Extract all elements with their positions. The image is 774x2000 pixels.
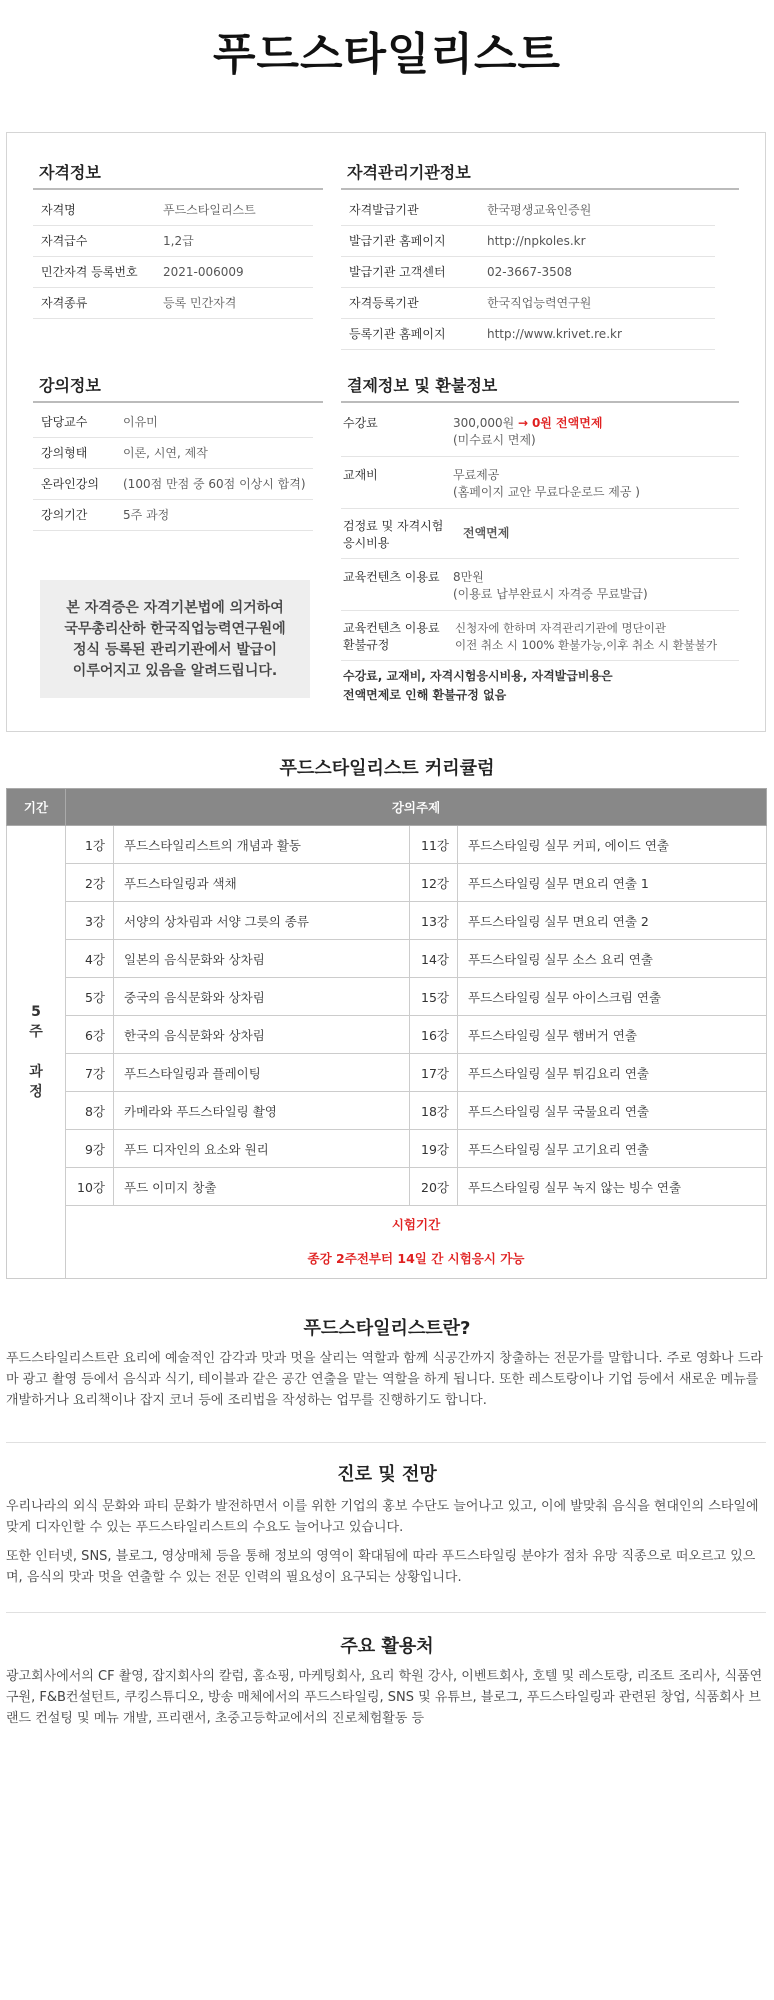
page-title: 푸드스타일리스트	[212, 29, 562, 80]
lesson-number: 7강	[66, 1054, 114, 1092]
refund-footer-line: 전액면제로 인해 환불규정 없음	[343, 688, 507, 702]
lesson-topic: 푸드스타일리스트의 개념과 활동	[114, 826, 410, 864]
lesson-number: 6강	[66, 1016, 114, 1054]
table-row	[7, 1092, 767, 1130]
agency-key: 발급기관 홈페이지	[349, 234, 446, 248]
agency-homepage-link[interactable]: http://npkoles.kr	[487, 234, 586, 248]
lesson-number: 2강	[66, 864, 114, 902]
lesson-topic: 푸드 디자인의 요소와 원리	[114, 1130, 410, 1168]
refund-value-2: 이전 취소 시 100% 환불가능,이후 취소 시 환불불가	[455, 638, 718, 652]
tuition-value	[453, 415, 602, 432]
table-row	[7, 1130, 767, 1168]
course-info-title: 강의정보	[39, 376, 101, 395]
table-row	[7, 978, 767, 1016]
lesson-number: 4강	[66, 940, 114, 978]
agency-row	[341, 257, 715, 288]
lesson-number: 1강	[66, 826, 114, 864]
qual-row	[33, 195, 313, 226]
qual-info-divider	[33, 188, 323, 190]
notice-line: 이루어지고 있음을 알려드립니다.	[72, 663, 278, 679]
lesson-topic: 한국의 음식문화와 상차림	[114, 1016, 410, 1054]
qual-key: 자격급수	[41, 234, 88, 248]
qual-row	[33, 288, 313, 319]
career-title: 진로 및 전망	[337, 1464, 437, 1485]
exam-period-cell	[66, 1206, 767, 1279]
agency-key: 자격발급기관	[349, 203, 419, 217]
lesson-topic: 푸드스타일링 실무 소스 요리 연출	[458, 940, 767, 978]
qual-key: 민간자격 등록번호	[41, 265, 138, 279]
qual-key: 자격종류	[41, 296, 88, 310]
qual-value: 2021-006009	[163, 265, 244, 279]
lesson-topic: 푸드스타일링 실무 아이스크림 연출	[458, 978, 767, 1016]
qual-value: 푸드스타일리스트	[163, 203, 256, 217]
tuition-row	[341, 407, 739, 457]
lesson-number: 3강	[66, 902, 114, 940]
payment-info-divider	[341, 401, 739, 403]
arrow-icon: →	[518, 416, 529, 430]
material-value: 무료제공	[453, 468, 500, 482]
exam-period-row	[7, 1206, 767, 1279]
content-fee-value: 8만원	[453, 570, 484, 584]
agency-row	[341, 226, 715, 257]
refund-label-2: 환불규정	[343, 638, 390, 652]
lesson-topic: 푸드스타일링 실무 고기요리 연출	[458, 1130, 767, 1168]
curriculum-title: 푸드스타일리스트 커리큘럼	[279, 758, 495, 779]
lesson-topic: 일본의 음식문화와 상차림	[114, 940, 410, 978]
section-divider	[6, 1442, 766, 1443]
course-value: (100점 만점 중 60점 이상시 합격)	[123, 477, 306, 491]
lesson-number: 5강	[66, 978, 114, 1016]
registry-homepage-link[interactable]: http://www.krivet.re.kr	[487, 327, 622, 341]
course-info-divider	[33, 401, 323, 403]
lesson-number: 11강	[410, 826, 458, 864]
refund-footer-line: 수강료, 교재비, 자격시험응시비용, 자격발급비용은	[343, 669, 613, 683]
agency-value: 한국직업능력연구원	[487, 296, 592, 310]
course-row	[33, 407, 313, 438]
period-cell	[7, 826, 66, 1279]
exam-fee-label-2: 응시비용	[343, 536, 390, 550]
exam-fee-row	[341, 511, 739, 559]
refund-row	[341, 613, 739, 661]
lesson-topic: 푸드스타일링 실무 커피, 에이드 연출	[458, 826, 767, 864]
curriculum-table	[6, 788, 767, 1279]
course-key: 온라인강의	[41, 477, 99, 491]
course-value: 이론, 시연, 제작	[123, 446, 208, 460]
lesson-topic: 푸드스타일링 실무 국물요리 연출	[458, 1092, 767, 1130]
table-row	[7, 1016, 767, 1054]
notice-box	[40, 580, 310, 698]
agency-key: 발급기관 고객센터	[349, 265, 446, 279]
exam-period-text: 종강 2주전부터 14일 간 시험응시 가능	[307, 1251, 525, 1266]
lesson-number: 9강	[66, 1130, 114, 1168]
agency-row	[341, 319, 715, 350]
lesson-topic: 푸드스타일링과 플레이팅	[114, 1054, 410, 1092]
career-text-2: 또한 인터넷, SNS, 블로그, 영상매체 등을 통해 정보의 영역이 확대됨에 따라 푸드스타일링 분야가 점차 유망 직종으로 떠오르고 있으며, 음식의 맛과 멋을 연출할 수 있는 전문 인력의 필요성이 요구되는 상황입니다.	[6, 1549, 756, 1585]
qual-row	[33, 257, 313, 288]
tuition-free: 0원 전액면제	[531, 416, 603, 430]
agency-key: 등록기관 홈페이지	[349, 327, 446, 341]
period-text: 과	[29, 1064, 43, 1080]
lesson-topic: 중국의 음식문화와 상차림	[114, 978, 410, 1016]
course-value: 5주 과정	[123, 508, 170, 522]
lesson-number: 16강	[410, 1016, 458, 1054]
tuition-label: 수강료	[343, 416, 378, 430]
qual-value: 등록 민간자격	[163, 296, 237, 310]
table-row	[7, 864, 767, 902]
about-title: 푸드스타일리스트란?	[303, 1318, 471, 1339]
lesson-topic: 푸드스타일링 실무 면요리 연출 2	[458, 902, 767, 940]
course-key: 강의형태	[41, 446, 88, 460]
agency-value: 한국평생교육인증원	[487, 203, 592, 217]
period-text: 정	[29, 1084, 43, 1100]
course-value: 이유미	[123, 415, 158, 429]
notice-line: 본 자격증은 자격기본법에 의거하여	[66, 600, 284, 616]
agency-key: 자격등록기관	[349, 296, 419, 310]
table-row	[7, 826, 767, 864]
notice-line: 정식 등록된 관리기관에서 발급이	[73, 642, 277, 658]
course-row	[33, 469, 313, 500]
lesson-topic: 카메라와 푸드스타일링 촬영	[114, 1092, 410, 1130]
qual-key: 자격명	[41, 203, 76, 217]
topic-header: 강의주제	[66, 789, 767, 826]
section-divider	[6, 1612, 766, 1613]
lesson-number: 10강	[66, 1168, 114, 1206]
notice-line: 국무총리산하 한국직업능력연구원에	[64, 621, 286, 637]
lesson-number: 13강	[410, 902, 458, 940]
lesson-number: 15강	[410, 978, 458, 1016]
course-row	[33, 500, 313, 531]
lesson-topic: 푸드스타일링 실무 튀김요리 연출	[458, 1054, 767, 1092]
lesson-topic: 푸드 이미지 창출	[114, 1168, 410, 1206]
lesson-number: 17강	[410, 1054, 458, 1092]
career-text-1: 우리나라의 외식 문화와 파티 문화가 발전하면서 이를 위한 기업의 홍보 수단도 늘어나고 있고, 이에 발맞춰 음식을 현대인의 스타일에 맞게 디자인할 수 있는 푸드스타일리스트의 수요도 늘어나고 있습니다.	[6, 1499, 759, 1535]
tuition-price: 300,000원	[453, 416, 515, 430]
agency-row	[341, 288, 715, 319]
qual-value: 1,2급	[163, 234, 194, 248]
agency-value: 02-3667-3508	[487, 265, 573, 279]
lesson-topic: 푸드스타일링 실무 녹지 않는 빙수 연출	[458, 1168, 767, 1206]
table-row	[7, 1168, 767, 1206]
lesson-topic: 서양의 상차림과 서양 그릇의 종류	[114, 902, 410, 940]
tuition-note: (미수료시 면제)	[453, 433, 536, 447]
period-text: 5	[31, 1004, 41, 1020]
material-note: (홈페이지 교안 무료다운로드 제공 )	[453, 485, 640, 499]
table-row	[7, 940, 767, 978]
period-text: 주	[29, 1024, 43, 1040]
usage-title: 주요 활용처	[340, 1636, 434, 1657]
material-row	[341, 459, 739, 509]
refund-footer	[343, 667, 613, 705]
lesson-number: 18강	[410, 1092, 458, 1130]
content-fee-label: 교육컨텐츠 이용료	[343, 570, 440, 584]
exam-period-title: 시험기간	[391, 1217, 441, 1232]
lesson-number: 12강	[410, 864, 458, 902]
lesson-number: 14강	[410, 940, 458, 978]
material-label: 교재비	[343, 468, 378, 482]
period-header: 기간	[7, 789, 66, 826]
exam-fee-value: 전액면제	[463, 526, 510, 540]
content-fee-note: (이용료 납부완료시 자격증 무료발급)	[453, 587, 648, 601]
table-row	[7, 1054, 767, 1092]
lesson-topic: 푸드스타일링 실무 햄버거 연출	[458, 1016, 767, 1054]
refund-label-1: 교육컨텐츠 이용료	[343, 621, 440, 635]
course-row	[33, 438, 313, 469]
refund-value-1: 신청자에 한하며 자격관리기관에 명단이관	[455, 621, 666, 635]
table-row	[7, 902, 767, 940]
lesson-number: 20강	[410, 1168, 458, 1206]
content-fee-row	[341, 561, 739, 611]
usage-text: 광고회사에서의 CF 촬영, 잡지회사의 칼럼, 홈쇼핑, 마케팅회사, 요리 학원 강사, 이벤트회사, 호텔 및 레스토랑, 리조트 조리사, 식품연구원, F&B컨설턴트, 쿠킹스튜디오, 방송 매체에서의 푸드스타일링, SNS 및 유튜브, 블로그, 푸드스타일링과 관련된 창업, 식품회사 브랜드 컨설팅 및 메뉴 개발, 프리랜서, 초중고등학교에서의 진로체험활동 등	[6, 1669, 763, 1726]
agency-info-title: 자격관리기관정보	[347, 163, 471, 182]
agency-info-divider	[341, 188, 739, 190]
qual-row	[33, 226, 313, 257]
lesson-number: 19강	[410, 1130, 458, 1168]
qual-info-title: 자격정보	[39, 163, 101, 182]
payment-info-title: 결제정보 및 환불정보	[347, 376, 498, 395]
lesson-topic: 푸드스타일링 실무 면요리 연출 1	[458, 864, 767, 902]
course-key: 강의기간	[41, 508, 88, 522]
course-key: 담당교수	[41, 415, 88, 429]
lesson-topic: 푸드스타일링과 색채	[114, 864, 410, 902]
lesson-number: 8강	[66, 1092, 114, 1130]
exam-fee-label-1: 검정료 및 자격시험	[343, 519, 444, 533]
agency-row	[341, 195, 715, 226]
about-text: 푸드스타일리스트란 요리에 예술적인 감각과 맛과 멋을 살리는 역할과 함께 식공간까지 창출하는 전문가를 말합니다. 주로 영화나 드라마 광고 촬영 등에서 음식과 식기, 테이블과 같은 공간 연출을 맡는 역할을 하게 됩니다. 또한 레스토랑이나 기업 등에서 새로운 메뉴를 개발하거나 요리책이나 잡지 코너 등에 조리법을 작성하는 업무를 진행하기도 합니다.	[6, 1351, 763, 1408]
